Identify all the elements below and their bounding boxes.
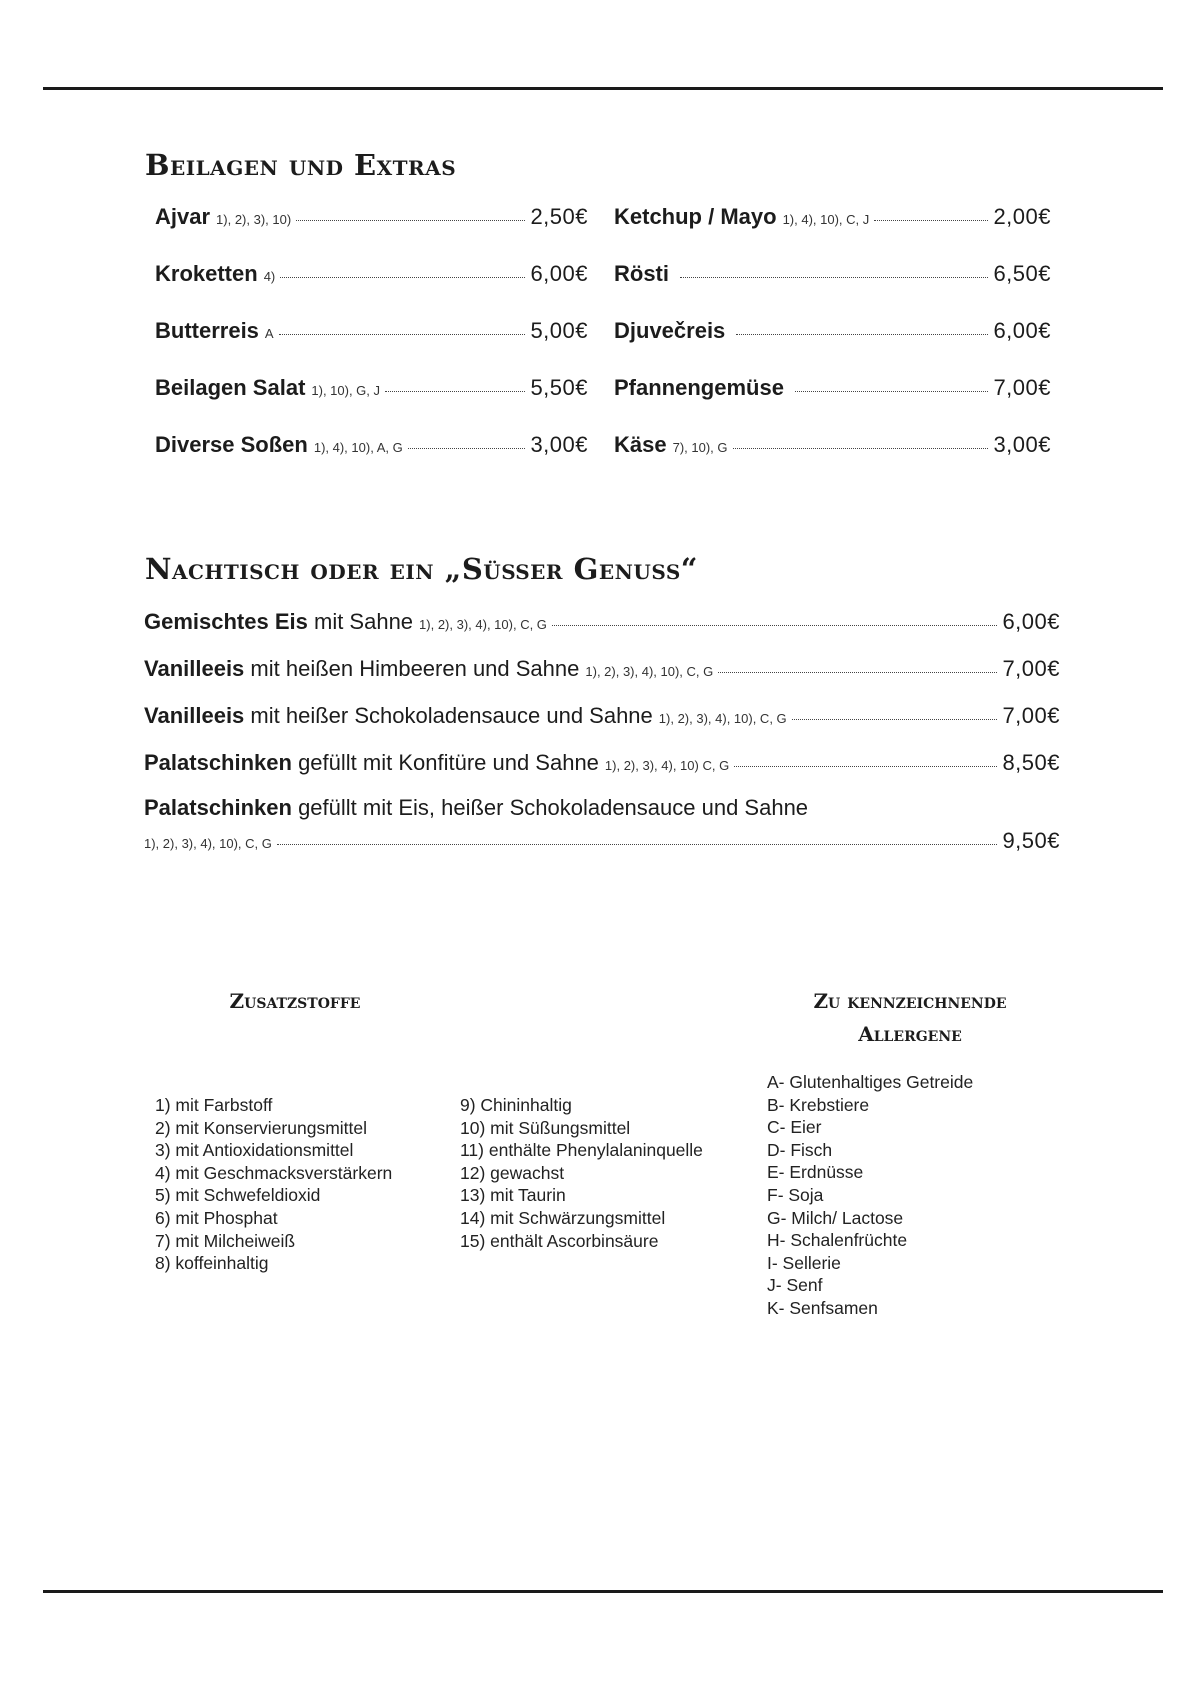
top-divider xyxy=(43,87,1163,90)
item-description: mit Sahne xyxy=(307,609,414,634)
item-price: 6,50€ xyxy=(993,261,1051,286)
list-item: I- Sellerie xyxy=(767,1252,841,1273)
list-item: 4) mit Geschmacksverstärkern xyxy=(155,1162,393,1183)
list-item: H- Schalenfrüchte xyxy=(767,1230,908,1251)
list-item: 3) mit Antioxidationsmittel xyxy=(155,1140,354,1161)
item-name: Butterreis xyxy=(155,318,259,343)
leader-dots xyxy=(734,766,997,767)
item-name: Kroketten xyxy=(155,261,258,286)
allergene-title xyxy=(760,985,1060,1051)
item-price: 8,50€ xyxy=(1002,750,1060,775)
menu-item-djuvecreis xyxy=(614,318,1051,344)
leader-dots xyxy=(736,334,988,335)
item-description: mit heißen Himbeeren und Sahne xyxy=(244,656,580,681)
leader-dots xyxy=(795,391,989,392)
item-allergen-codes: 1), 2), 3), 4), 10), C, G xyxy=(658,711,787,726)
list-item: 12) gewachst xyxy=(460,1162,565,1183)
list-item: 5) mit Schwefeldioxid xyxy=(155,1185,321,1206)
menu-item-ketchup-mayo xyxy=(614,204,1051,230)
list-item: 2) mit Konservierungsmittel xyxy=(155,1117,368,1138)
list-item: F- Soja xyxy=(767,1184,824,1205)
item-allergen-codes: 7), 10), G xyxy=(672,440,728,455)
list-item: J- Senf xyxy=(767,1275,823,1296)
item-allergen-codes: A xyxy=(264,326,274,341)
list-item: K- Senfsamen xyxy=(767,1297,878,1318)
menu-item-ajvar xyxy=(155,204,588,230)
item-price: 6,00€ xyxy=(1002,609,1060,634)
item-allergen-codes: 1), 4), 10), C, J xyxy=(782,212,870,227)
item-name: Djuvečreis xyxy=(614,318,726,343)
zusatzstoffe-list-2 xyxy=(460,1094,703,1252)
item-name: Rösti xyxy=(614,261,669,286)
item-allergen-codes: 4) xyxy=(263,269,276,284)
leader-dots xyxy=(408,448,526,449)
list-item: 10) mit Süßungsmittel xyxy=(460,1117,631,1138)
zusatzstoffe-list-1 xyxy=(155,1094,392,1275)
dessert-item-palatschinken-eis xyxy=(144,795,808,821)
item-price: 7,00€ xyxy=(993,375,1051,400)
item-name: Vanilleeis xyxy=(144,656,245,681)
item-allergen-codes: 1), 4), 10), A, G xyxy=(313,440,403,455)
item-name: Palatschinken xyxy=(144,795,292,820)
item-price: 2,00€ xyxy=(993,204,1051,229)
dessert-item-vanilleeis-schokolade xyxy=(144,703,1060,729)
list-item: 15) enthält Ascorbinsäure xyxy=(460,1230,659,1251)
leader-dots xyxy=(718,672,997,673)
item-name: Gemischtes Eis xyxy=(144,609,308,634)
item-allergen-codes: 1), 2), 3), 4), 10) C, G xyxy=(604,758,730,773)
item-price: 3,00€ xyxy=(993,432,1051,457)
item-name: Käse xyxy=(614,432,667,457)
allergene-title-line2: Allergene xyxy=(858,1022,962,1046)
item-price: 5,50€ xyxy=(530,375,588,400)
item-allergen-codes: 1), 2), 3), 4), 10), C, G xyxy=(419,617,547,632)
item-allergen-codes: 1), 2), 3), 4), 10), C, G xyxy=(585,664,714,679)
leader-dots xyxy=(874,220,988,221)
nachtisch-section-title: Nachtisch oder ein „Süßer Genuss“ xyxy=(145,552,698,586)
list-item: 7) mit Milcheiweiß xyxy=(155,1230,296,1251)
item-price: 5,00€ xyxy=(530,318,588,343)
item-name: Beilagen Salat xyxy=(155,375,306,400)
item-description: gefüllt mit Eis, heißer Schokoladensauce und Sahne xyxy=(291,795,809,820)
leader-dots xyxy=(733,448,989,449)
leader-dots xyxy=(277,844,998,845)
item-allergen-codes: 1), 2), 3), 4), 10), C, G xyxy=(144,836,272,851)
list-item: C- Eier xyxy=(767,1117,822,1138)
item-allergen-codes: 1), 2), 3), 10) xyxy=(216,212,292,227)
menu-item-diverse-sossen xyxy=(155,432,588,458)
item-price: 6,00€ xyxy=(993,318,1051,343)
list-item: 11) enthälte Phenylalaninquelle xyxy=(460,1140,703,1161)
leader-dots xyxy=(385,391,525,392)
item-price: 9,50€ xyxy=(1002,828,1060,853)
zusatzstoffe-title: Zusatzstoffe xyxy=(229,989,361,1013)
leader-dots xyxy=(552,625,998,626)
list-item: 8) koffeinhaltig xyxy=(155,1253,269,1274)
list-item: 13) mit Taurin xyxy=(460,1185,566,1206)
item-price: 3,00€ xyxy=(530,432,588,457)
item-price: 6,00€ xyxy=(530,261,588,286)
list-item: 14) mit Schwärzungsmittel xyxy=(460,1207,666,1228)
dessert-item-palatschinken-eis-price-line xyxy=(144,828,1060,854)
menu-item-kroketten xyxy=(155,261,588,287)
allergene-list xyxy=(767,1071,973,1320)
allergene-title-line1: Zu kennzeichnende xyxy=(813,989,1007,1013)
list-item: 1) mit Farbstoff xyxy=(155,1095,273,1115)
item-name: Palatschinken xyxy=(144,750,292,775)
item-description: gefüllt mit Konfitüre und Sahne xyxy=(291,750,599,775)
bottom-divider xyxy=(43,1590,1163,1593)
dessert-item-gemischtes-eis xyxy=(144,609,1060,635)
item-price: 7,00€ xyxy=(1002,656,1060,681)
menu-item-roesti xyxy=(614,261,1051,287)
menu-item-butterreis xyxy=(155,318,588,344)
list-item: 9) Chininhaltig xyxy=(460,1095,572,1115)
dessert-item-palatschinken-konfituere xyxy=(144,750,1060,776)
leader-dots xyxy=(680,277,988,278)
item-name: Pfannengemüse xyxy=(614,375,784,400)
item-price: 2,50€ xyxy=(530,204,588,229)
item-name: Ajvar xyxy=(155,204,211,229)
item-name: Diverse Soßen xyxy=(155,432,308,457)
list-item: D- Fisch xyxy=(767,1139,833,1160)
dessert-item-vanilleeis-himbeeren xyxy=(144,656,1060,682)
menu-item-kaese xyxy=(614,432,1051,458)
menu-item-pfannengemuese xyxy=(614,375,1051,401)
leader-dots xyxy=(280,277,525,278)
item-name: Ketchup / Mayo xyxy=(614,204,777,229)
list-item: A- Glutenhaltiges Getreide xyxy=(767,1072,974,1092)
leader-dots xyxy=(296,220,525,221)
list-item: 6) mit Phosphat xyxy=(155,1207,278,1228)
item-description: mit heißer Schokoladensauce und Sahne xyxy=(244,703,653,728)
item-allergen-codes: 1), 10), G, J xyxy=(311,383,381,398)
menu-item-beilagen-salat xyxy=(155,375,588,401)
leader-dots xyxy=(792,719,998,720)
list-item: E- Erdnüsse xyxy=(767,1162,864,1183)
list-item: G- Milch/ Lactose xyxy=(767,1207,904,1228)
item-name: Vanilleeis xyxy=(144,703,245,728)
item-price: 7,00€ xyxy=(1002,703,1060,728)
list-item: B- Krebstiere xyxy=(767,1094,870,1115)
leader-dots xyxy=(279,334,526,335)
beilagen-section-title: Beilagen und Extras xyxy=(145,148,457,182)
